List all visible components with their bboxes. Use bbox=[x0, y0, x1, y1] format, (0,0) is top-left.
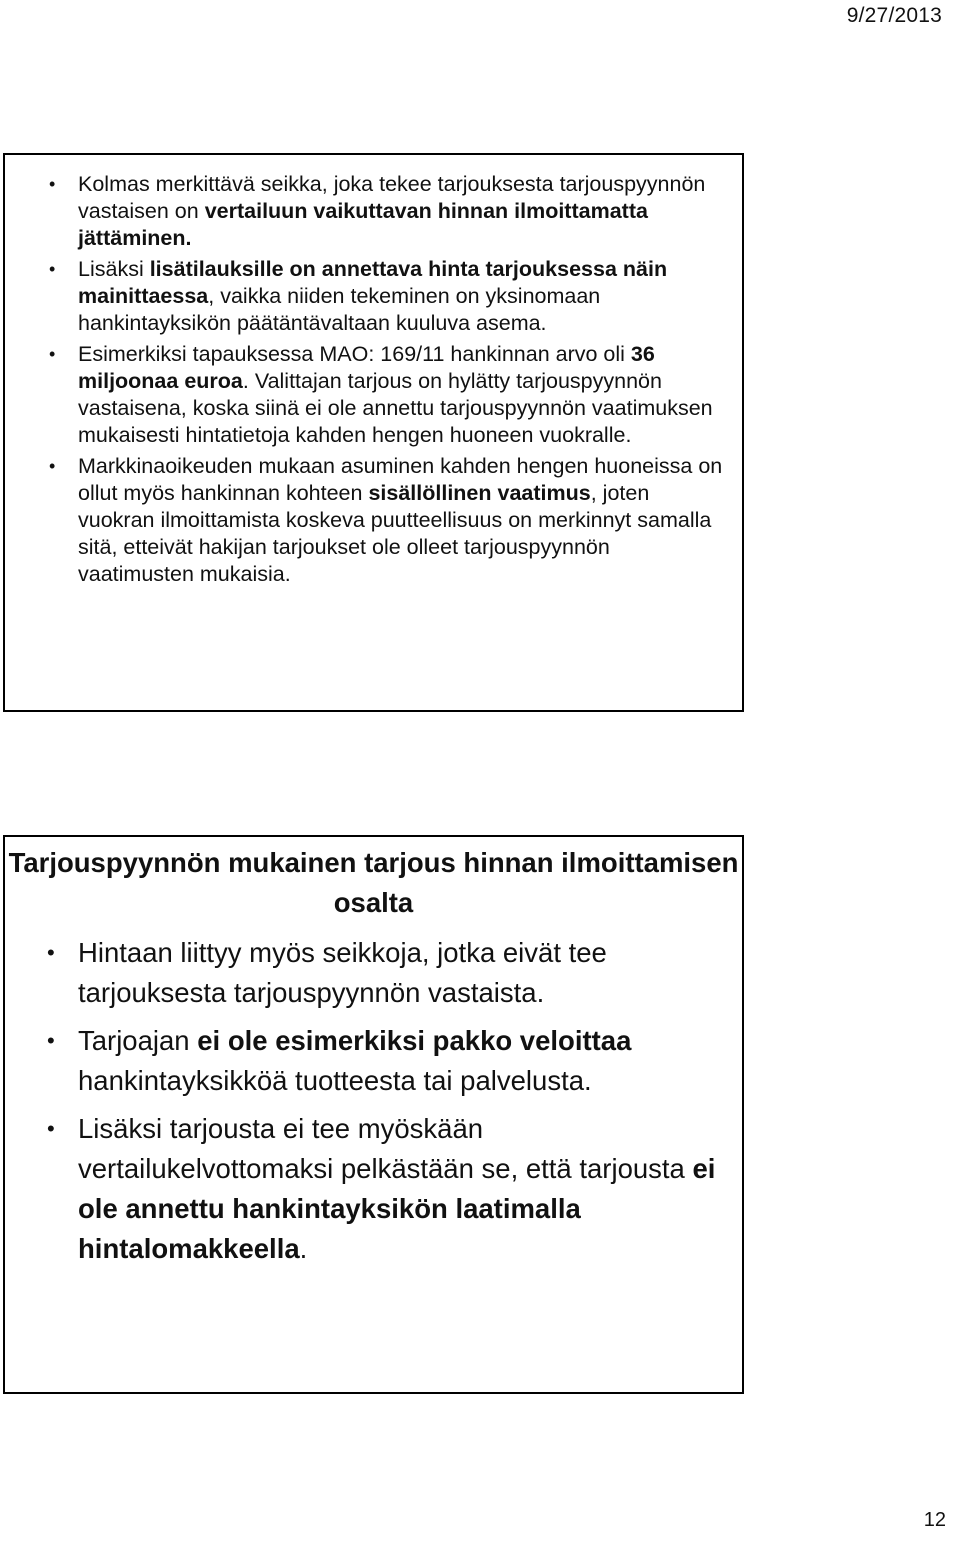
bullet-dot-icon: • bbox=[49, 174, 56, 194]
bullet-text: Markkinaoikeuden mukaan asuminen kahden hengen huoneissa on ollut myös hankinnan kohteen sisällöllinen vaatimus, joten vuokran ilmoittamista koskeva puutteellisuus on merkinnyt samalla sitä, etteivät hakijan tarjoukset ole olleet tarjouspyynnön vaatimusten mukaisia. bbox=[78, 454, 723, 586]
bullet-item bbox=[49, 453, 729, 588]
bullet-text: Esimerkiksi tapauksessa MAO: 169/11 hankinnan arvo oli 36 miljoonaa euroa. Valittajan tarjous on hylätty tarjouspyynnön vastaisena, koska siinä ei ole annettu tarjouspyynnön vaatimuksen mukaisesti hintatietoja kahden hengen huoneen vuokralle. bbox=[78, 342, 713, 447]
bullet-text: Hintaan liittyy myös seikkoja, jotka eivät tee tarjouksesta tarjouspyynnön vastaista. bbox=[78, 937, 607, 1008]
bullet-dot-icon: • bbox=[47, 1116, 55, 1141]
bullet-dot-icon: • bbox=[49, 259, 56, 279]
bullet-text: Lisäksi tarjousta ei tee myöskään vertailukelvottomaksi pelkästään se, että tarjousta ei ole annettu hankintayksikön laatimalla hintalomakkeella. bbox=[78, 1113, 716, 1264]
slide-2 bbox=[3, 835, 744, 1394]
bullet-item bbox=[49, 171, 729, 252]
bullet-text: Kolmas merkittävä seikka, joka tekee tarjouksesta tarjouspyynnön vastaisen on vertailuun vaikuttavan hinnan ilmoittamatta jättäminen. bbox=[78, 172, 706, 250]
slide-title: Tarjouspyynnön mukainen tarjous hinnan ilmoittamisen osalta bbox=[8, 847, 739, 918]
date-header: 9/27/2013 bbox=[846, 4, 942, 27]
bullet-item bbox=[47, 933, 727, 1013]
bullet-dot-icon: • bbox=[49, 456, 56, 476]
bullet-item bbox=[47, 1021, 727, 1101]
bullet-item bbox=[49, 256, 729, 337]
bullet-text: Tarjoajan ei ole esimerkiksi pakko veloittaa hankintayksikköä tuotteesta tai palvelusta. bbox=[78, 1025, 632, 1096]
bullet-dot-icon: • bbox=[47, 1028, 55, 1053]
bullet-item bbox=[47, 1109, 727, 1269]
page-number: 12 bbox=[923, 1509, 946, 1531]
slide-1-bullet-list bbox=[49, 171, 729, 592]
slide-2-bullet-list bbox=[47, 933, 727, 1277]
slide-1 bbox=[3, 153, 744, 712]
bullet-dot-icon: • bbox=[47, 940, 55, 965]
bullet-item bbox=[49, 341, 729, 449]
bullet-dot-icon: • bbox=[49, 344, 56, 364]
bullet-text: Lisäksi lisätilauksille on annettava hinta tarjouksessa näin mainittaessa, vaikka niiden tekeminen on yksinomaan hankintayksikön päätäntävaltaan kuuluva asema. bbox=[78, 257, 668, 335]
